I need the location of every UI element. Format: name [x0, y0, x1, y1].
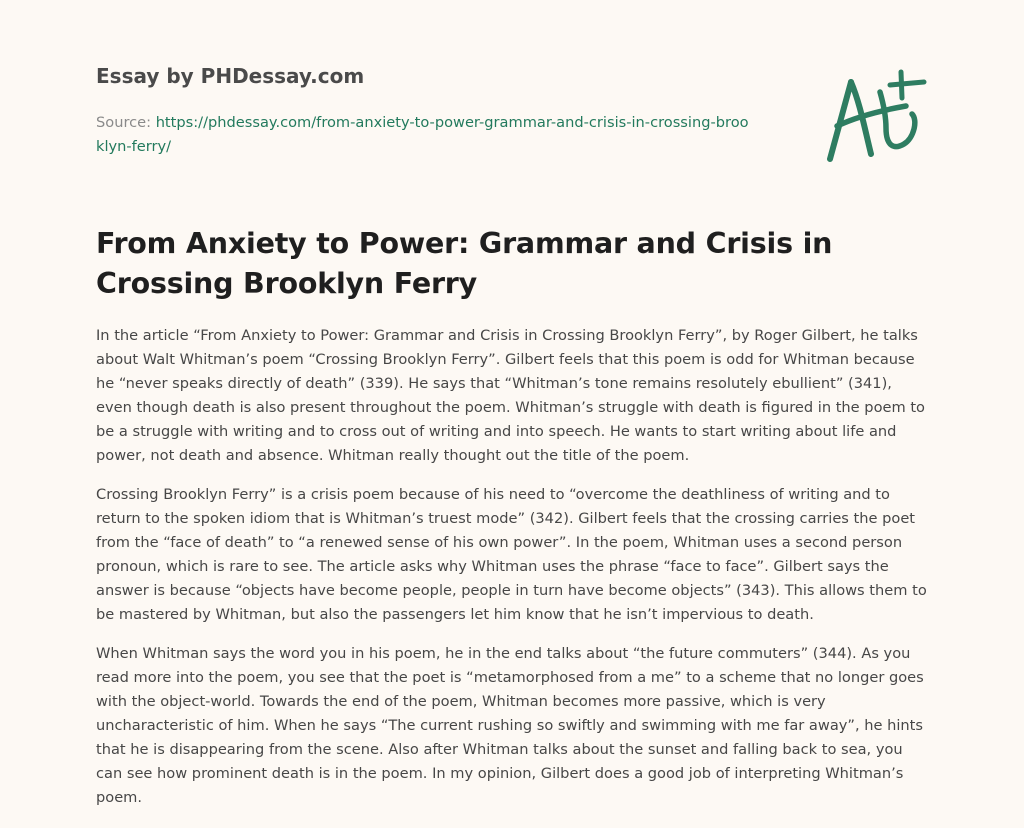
source-link[interactable]: https://phdessay.com/from-anxiety-to-power-grammar-and-crisis-in-crossing-brooklyn-ferry/ [96, 114, 749, 155]
site-title: Essay by PHDessay.com [96, 64, 365, 88]
a-plus-logo [820, 68, 930, 168]
essay-title: From Anxiety to Power: Grammar and Crisis in Crossing Brooklyn Ferry [96, 227, 833, 300]
essay-paragraph: When Whitman says the word you in his poem, he in the end talks about “the future commuters” (344). As you read more into the poem, you see that the poet is “metamorphosed from a me” to a scheme that no longer goes with the object-world. Towards the end of the poem, Whitman becomes more passive, which is very uncharacteristic of him. When he says “The current rushing so swiftly and swimming with me far away”, he hints that he is disappearing from the scene. Also after Whitman talks about the sunset and falling back to sea, you can see how prominent death is in the poem. In my opinion, Gilbert does a good job of interpreting Whitman’s poem. [96, 645, 924, 806]
essay-body [96, 324, 932, 825]
essay-paragraph: Crossing Brooklyn Ferry” is a crisis poem because of his need to “overcome the deathliness of writing and to return to the spoken idiom that is Whitman’s truest mode” (342). Gilbert feels that the crossing carries the poet from the “face of death” to “a renewed sense of his own power”. In the poem, Whitman uses a second person pronoun, which is rare to see. The article asks why Whitman uses the phrase “face to face”. Gilbert says the answer is because “objects have become people, people in turn have become objects” (343). This allows them to be mastered by Whitman, but also the passengers let him know that he isn’t impervious to death. [96, 486, 927, 623]
source-label: Source: [96, 114, 152, 131]
a-plus-logo-icon [820, 68, 930, 168]
essay-paragraph: In the article “From Anxiety to Power: Grammar and Crisis in Crossing Brooklyn Ferry”, by Roger Gilbert, he talks about Walt Whitman’s poem “Crossing Brooklyn Ferry”. Gilbert feels that this poem is odd for Whitman because he “never speaks directly of death” (339). He says that “Whitman’s tone remains resolutely ebullient” (341), even though death is also present throughout the poem. Whitman’s struggle with death is figured in the poem to be a struggle with writing and to cross out of writing and into speech. He wants to start writing about life and power, not death and absence. Whitman really thought out the title of the poem. [96, 327, 925, 464]
source-line [96, 111, 756, 159]
